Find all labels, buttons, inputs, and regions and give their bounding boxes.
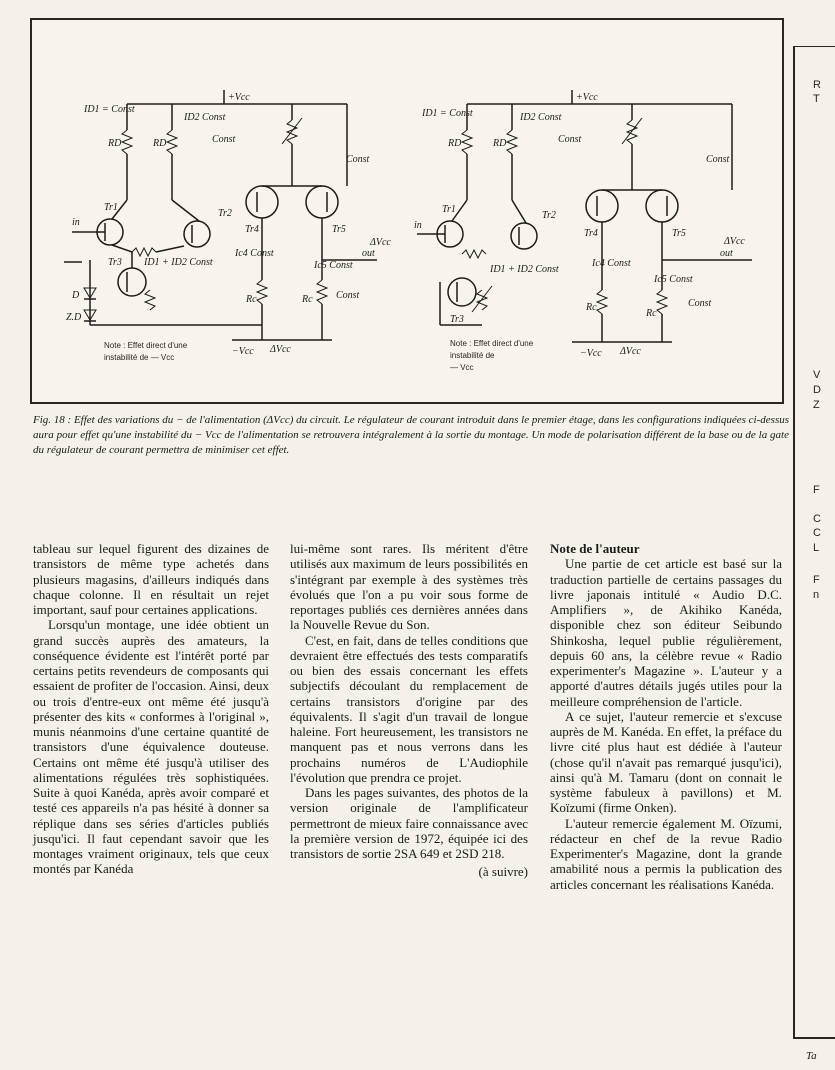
left-const-label: Const <box>212 134 236 145</box>
right-id1id2-label: ID1 + ID2 Const <box>490 264 559 275</box>
paragraph: Dans les pages suivantes, des photos de la version originale de l'amplificateur permettront de mieux faire connaissance avec la première version de 1972, équipée ici des transistors de sortie 2SA 649 et 2SD 218. <box>290 785 528 861</box>
left-d-label: D <box>72 290 80 301</box>
edge-char: D <box>813 384 821 396</box>
left-note-line2: instabilité de — Vcc <box>104 353 175 362</box>
left-vcc-minus-label: −Vcc <box>232 346 254 357</box>
facing-page-edge <box>793 46 835 1039</box>
right-circuit <box>414 90 752 372</box>
left-in-label: in <box>72 217 80 228</box>
edge-char: C <box>813 513 821 525</box>
paragraph: Lorsqu'un montage, une idée obtient un grand succès auprès des amateurs, la conséquence évidente est l'intérêt porté par certains petits revendeurs de composants qui essaient de profiter de l'occasion. Ainsi, deux ou trois d'entre-eux ont même été jusqu'à présenter des kits « conformes à l'original », munis néanmoins d'une certaine quantité de transistors d'une équivalence douteuse. Certains ont même été jusqu'à utiliser des alimentations régulées très sophistiquées. Suite à quoi Kanéda, après avoir comparé et testé ces appareils n'a pas hésité à donner sa réplique dans ses séries d'articles publiés jusqu'ici. Il faut cependant savoir que les montages vraiment originaux, tels que ceux montés par Kanéda <box>33 617 269 877</box>
left-vcc-plus-label: +Vcc <box>228 92 250 103</box>
text-column-3 <box>550 541 782 892</box>
right-id1-label: ID1 = Const <box>422 108 473 119</box>
author-note-title: Note de l'auteur <box>550 541 640 556</box>
right-note-line1: Note : Effet direct d'une <box>450 339 534 348</box>
left-tr2-label: Tr2 <box>218 208 232 219</box>
left-tr5-label: Tr5 <box>332 224 346 235</box>
right-tr4-label: Tr4 <box>584 228 598 239</box>
edge-char: R <box>813 79 821 91</box>
left-delta-vcc-bottom: ΔVcc <box>270 344 291 355</box>
left-circuit <box>64 90 391 362</box>
paragraph: Une partie de cet article est basé sur la traduction partielle de certains passages du livre japonais intitulé « Audio D.C. Amplifiers », de Akihiko Kanéda, disponible chez son éditeur Seibundo Shinkosha, lequel publie régulièrement, depuis 60 ans, la célèbre revue « Radio experimenter's Magazine ». L'auteur y a apporté d'autres détails jugés utiles pour la meilleure compréhension de l'article. <box>550 556 782 709</box>
right-const-right-label: Const <box>706 154 730 165</box>
figure-18 <box>30 18 784 404</box>
to-be-continued: (à suivre) <box>478 864 528 880</box>
paragraph: lui-même sont rares. Ils méritent d'être utilisés aux maximum de leurs possibilités en s'intégrant par exemple à des systèmes très évolués que l'on a pu voir sous forme de reportages publiés ces dernières années dans la Nouvelle Revue du Son. <box>290 541 528 633</box>
right-const-out-label: Const <box>688 298 712 309</box>
figure-caption: Fig. 18 : Effet des variations du − de l'alimentation (ΔVcc) du circuit. Le régulateur de courant introduit dans le premier étage, dans les configurations indiquées ci-dessus aura pour effet qu'une instabilité du − Vcc de l'alimentation se retrouvera intégralement à la sortie du montage. Un mode de polarisation différent de la base ou de la gate du régulateur de courant permettra de minimiser cet effet. <box>33 414 789 456</box>
edge-char: Z <box>813 399 820 411</box>
right-tr1-label: Tr1 <box>442 204 456 215</box>
left-delta-vcc-out: ΔVcc <box>370 237 391 248</box>
right-ic5-label: Ic5 Const <box>654 274 693 285</box>
edge-char: L <box>813 542 820 554</box>
text-column-2 <box>290 541 528 880</box>
left-tr1-label: Tr1 <box>104 202 118 213</box>
edge-char: T <box>813 93 820 105</box>
right-rc1-label: Rc <box>586 302 597 313</box>
facing-page-caption-fragment: Ta <box>806 1050 817 1062</box>
edge-char: F <box>813 484 820 496</box>
right-tr3-label: Tr3 <box>450 314 464 325</box>
right-id2-label: ID2 Const <box>520 112 562 123</box>
left-id2-label: ID2 Const <box>184 112 226 123</box>
left-id1-label: ID1 = Const <box>84 104 135 115</box>
text-column-1 <box>33 541 269 877</box>
right-note-line2: instabilité de <box>450 351 495 360</box>
left-ic5-label: Ic5 Const <box>314 260 353 271</box>
left-tr3-label: Tr3 <box>108 257 122 268</box>
left-zd-label: Z.D <box>66 312 82 323</box>
circuit-schematic <box>32 20 782 402</box>
left-id1id2-label: ID1 + ID2 Const <box>144 257 213 268</box>
right-out-label: out <box>720 248 733 259</box>
left-const-out-label: Const <box>336 290 360 301</box>
left-tr4-label: Tr4 <box>245 224 259 235</box>
right-note-line3: — Vcc <box>450 363 474 372</box>
left-rd2-label: RD <box>153 138 167 149</box>
left-ic4-label: Ic4 Const <box>235 248 274 259</box>
right-tr5-label: Tr5 <box>672 228 686 239</box>
right-vcc-minus-label: −Vcc <box>580 348 602 359</box>
paragraph: tableau sur lequel figurent des dizaines de transistors de même type achetés dans plusieurs magasins, d'ailleurs indiqués dans chaque colonne. Il en résultait un rejet important, sauf pour certaines applications. <box>33 541 269 617</box>
paragraph: A ce sujet, l'auteur remercie et s'excuse auprès de M. Kanéda. En effet, la préface du livre cité plus haut est dédiée à l'auteur (chose qu'il n'avait pas remarqué jusqu'ici), ainsi qu'à M. Tamaru (dont on connait le système fabuleux à pavillons) et M. Koïzumi (firme Onken). <box>550 708 782 816</box>
right-rc2-label: Rc <box>646 308 657 319</box>
right-delta-vcc-out: ΔVcc <box>724 236 745 247</box>
right-in-label: in <box>414 220 422 231</box>
right-rd1-label: RD <box>448 138 462 149</box>
edge-char: V <box>813 369 821 381</box>
paragraph: L'auteur remercie également M. Oïzumi, rédacteur en chef de la revue Radio Experimenter's Magazine, dont la grande amabilité nous a permis la publication des articles concernant les réalisations Kanéda. <box>550 815 782 892</box>
right-delta-vcc-bottom: ΔVcc <box>620 346 641 357</box>
left-out-label: out <box>362 248 375 259</box>
edge-char: C <box>813 527 821 539</box>
right-tr2-label: Tr2 <box>542 210 556 221</box>
edge-char: n <box>813 589 820 601</box>
left-note-line1: Note : Effet direct d'une <box>104 341 188 350</box>
edge-char: F <box>813 574 820 586</box>
left-rd1-label: RD <box>108 138 122 149</box>
left-rc2-label: Rc <box>302 294 313 305</box>
right-const-label: Const <box>558 134 582 145</box>
right-ic4-label: Ic4 Const <box>592 258 631 269</box>
right-vcc-plus-label: +Vcc <box>576 92 598 103</box>
right-rd2-label: RD <box>493 138 507 149</box>
paragraph: C'est, en fait, dans de telles conditions que devraient être effectués des tests comparatifs ou bien des essais concernant les effets subjectifs découlant du remplacement de certains transistors d'origine par des équivalents. Il s'agit d'un travail de longue haleine. Fort heureusement, les transistors ne manquent pas et nous verrons dans les prochains numéros de L'Audiophile l'évolution que prendra ce projet. <box>290 632 528 785</box>
left-const-right-label: Const <box>346 154 370 165</box>
left-rc1-label: Rc <box>246 294 257 305</box>
